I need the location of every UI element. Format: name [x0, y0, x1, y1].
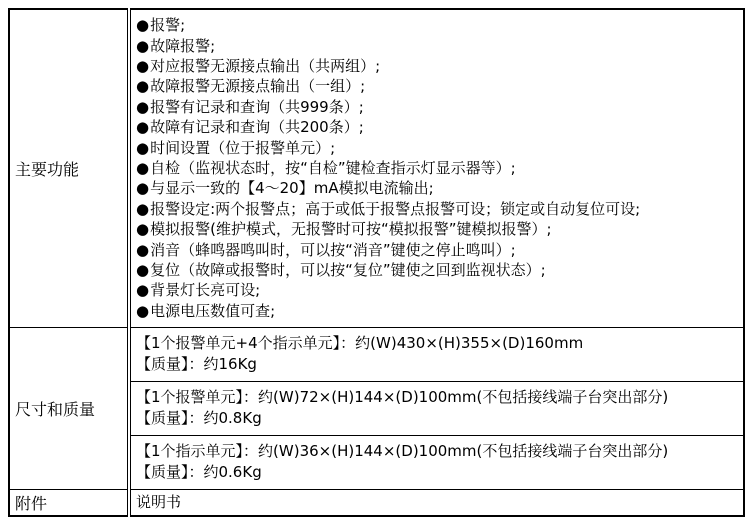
accessories-row	[9, 489, 744, 516]
function-item-text: 报警设定:两个报警点；高于或低于报警点报警可设；锁定或自动复位可设;	[150, 199, 641, 218]
function-item	[136, 117, 739, 137]
dimension-weight-text: 【质量】：约0.8Kg	[136, 409, 262, 427]
function-item	[136, 260, 739, 280]
main-functions-row	[9, 9, 744, 327]
function-item-text: 背景灯长亮可设;	[150, 281, 261, 300]
function-item	[136, 138, 739, 158]
function-item	[136, 15, 739, 35]
function-item	[136, 97, 739, 117]
bullet-icon: ●	[136, 301, 150, 320]
function-item	[136, 158, 739, 178]
bullet-icon: ●	[136, 77, 150, 96]
dimensions-row-1	[9, 327, 744, 381]
bullet-icon: ●	[136, 138, 150, 157]
accessories-value: 说明书	[136, 493, 182, 512]
function-item-text: 与显示一致的【4～20】mA模拟电流输出;	[150, 179, 434, 198]
function-item	[136, 240, 739, 260]
bullet-icon: ●	[136, 179, 150, 198]
row-label-main-functions: 主要功能	[9, 9, 129, 327]
function-item	[136, 76, 739, 96]
function-item-text: 复位（故障或报警时，可以按“复位”键使之回到监视状态）;	[150, 261, 546, 280]
function-item	[136, 56, 739, 76]
function-item-text: 自检（监视状态时，按“自检”键检查指示灯显示器等）;	[150, 159, 516, 178]
function-item-text: 时间设置（位于报警单元）;	[150, 138, 336, 157]
function-item-text: 对应报警无源接点输出（共两组）;	[150, 57, 381, 76]
bullet-icon: ●	[136, 36, 150, 55]
bullet-icon: ●	[136, 240, 150, 259]
function-item	[136, 36, 739, 56]
accessories-content	[129, 489, 744, 516]
dimensions-entry	[129, 435, 744, 489]
function-item-text: 报警;	[150, 16, 186, 35]
function-item-text: 报警有记录和查询（共999条）;	[150, 97, 364, 116]
dimension-size-text: 【1个指示单元】：约(W)36×(H)144×(D)100mm(不包括接线端子台突出部分)	[136, 442, 669, 460]
bullet-icon: ●	[136, 57, 150, 76]
function-item-text: 电源电压数值可查;	[150, 301, 276, 320]
function-item	[136, 178, 739, 198]
row-label-dimensions: 尺寸和质量	[9, 327, 129, 489]
main-functions-content	[129, 9, 744, 327]
row-label-accessories: 附件	[9, 489, 129, 516]
bullet-icon: ●	[136, 16, 150, 35]
dimension-weight-text: 【质量】：约0.6Kg	[136, 463, 262, 481]
function-item	[136, 219, 739, 239]
dimensions-entry	[129, 381, 744, 435]
bullet-icon: ●	[136, 199, 150, 218]
bullet-icon: ●	[136, 261, 150, 280]
function-item-text: 故障报警无源接点输出（一组）;	[150, 77, 366, 96]
bullet-icon: ●	[136, 97, 150, 116]
function-item	[136, 301, 739, 321]
dimension-size-text: 【1个报警单元】：约(W)72×(H)144×(D)100mm(不包括接线端子台突出部分)	[136, 388, 669, 406]
bullet-icon: ●	[136, 118, 150, 137]
function-item-text: 模拟报警(维护模式，无报警时可按“模拟报警”键模拟报警）;	[150, 220, 552, 239]
dimension-size-text: 【1个报警单元+4个指示单元】：约(W)430×(H)355×(D)160mm	[136, 334, 584, 352]
bullet-icon: ●	[136, 281, 150, 300]
bullet-icon: ●	[136, 159, 150, 178]
function-item	[136, 280, 739, 300]
function-item-text: 故障有记录和查询（共200条）;	[150, 118, 364, 137]
bullet-icon: ●	[136, 220, 150, 239]
function-item-text: 消音（蜂鸣器鸣叫时，可以按“消音”键使之停止鸣叫）;	[150, 240, 516, 259]
function-item	[136, 199, 739, 219]
spec-table	[8, 8, 745, 517]
dimension-weight-text: 【质量】：约16Kg	[136, 355, 257, 373]
dimensions-entry	[129, 327, 744, 381]
function-item-text: 故障报警;	[150, 36, 216, 55]
